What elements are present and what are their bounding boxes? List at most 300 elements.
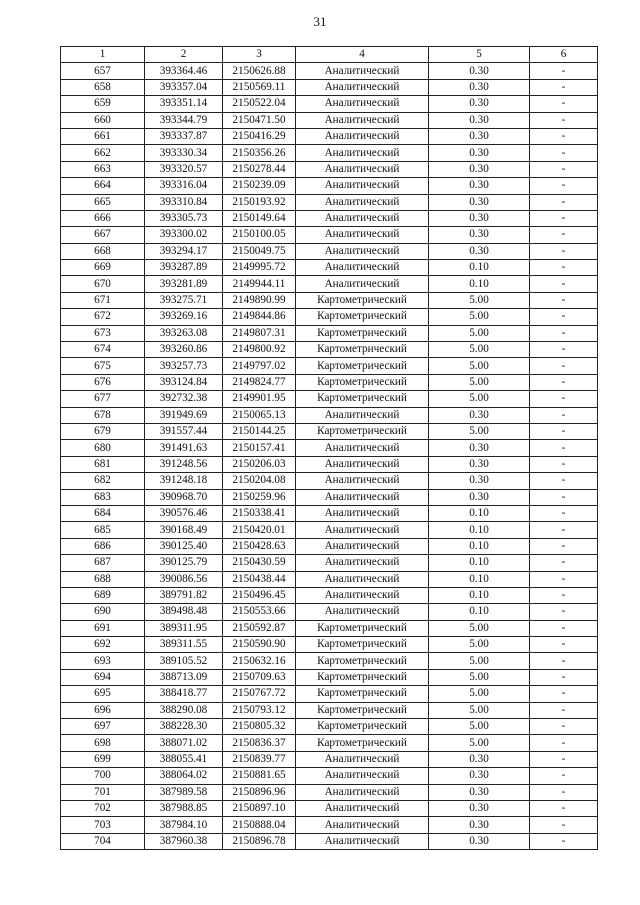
cell-method: Аналитический: [296, 128, 429, 144]
cell-point-number: 685: [61, 522, 145, 538]
cell-point-number: 689: [61, 587, 145, 603]
cell-x-coordinate: 393287.89: [145, 260, 223, 276]
cell-point-number: 704: [61, 833, 145, 849]
cell-method: Аналитический: [296, 538, 429, 554]
cell-point-number: 679: [61, 423, 145, 439]
table-row: [61, 473, 598, 489]
cell-y-coordinate: 2150420.01: [223, 522, 296, 538]
cell-accuracy: 5.00: [429, 653, 530, 669]
table-row: [61, 784, 598, 800]
cell-point-number: 662: [61, 145, 145, 161]
cell-accuracy: 0.30: [429, 800, 530, 816]
cell-point-number: 674: [61, 342, 145, 358]
cell-point-number: 702: [61, 800, 145, 816]
column-header-2: 2: [145, 47, 223, 63]
cell-y-coordinate: 2150338.41: [223, 505, 296, 521]
cell-accuracy: 0.30: [429, 112, 530, 128]
cell-point-number: 667: [61, 227, 145, 243]
cell-point-number: 677: [61, 391, 145, 407]
cell-point-number: 676: [61, 374, 145, 390]
cell-description: -: [530, 260, 598, 276]
cell-point-number: 690: [61, 604, 145, 620]
table-row: [61, 227, 598, 243]
cell-y-coordinate: 2150100.05: [223, 227, 296, 243]
cell-x-coordinate: 389791.82: [145, 587, 223, 603]
table-row: [61, 522, 598, 538]
cell-accuracy: 0.30: [429, 440, 530, 456]
cell-x-coordinate: 390086.56: [145, 571, 223, 587]
cell-accuracy: 0.30: [429, 768, 530, 784]
cell-method: Картометрический: [296, 309, 429, 325]
cell-point-number: 700: [61, 768, 145, 784]
cell-y-coordinate: 2150428.63: [223, 538, 296, 554]
cell-y-coordinate: 2150471.50: [223, 112, 296, 128]
cell-x-coordinate: 390968.70: [145, 489, 223, 505]
cell-y-coordinate: 2150553.66: [223, 604, 296, 620]
cell-accuracy: 0.30: [429, 751, 530, 767]
cell-x-coordinate: 393257.73: [145, 358, 223, 374]
cell-x-coordinate: 393337.87: [145, 128, 223, 144]
cell-description: -: [530, 440, 598, 456]
cell-point-number: 698: [61, 735, 145, 751]
cell-point-number: 693: [61, 653, 145, 669]
cell-accuracy: 5.00: [429, 358, 530, 374]
cell-description: -: [530, 391, 598, 407]
cell-point-number: 675: [61, 358, 145, 374]
cell-accuracy: 0.30: [429, 784, 530, 800]
table-row: [61, 243, 598, 259]
cell-method: Картометрический: [296, 391, 429, 407]
table-row: [61, 440, 598, 456]
cell-y-coordinate: 2149890.99: [223, 292, 296, 308]
cell-y-coordinate: 2150632.16: [223, 653, 296, 669]
cell-point-number: 701: [61, 784, 145, 800]
cell-y-coordinate: 2149901.95: [223, 391, 296, 407]
table-row: [61, 276, 598, 292]
cell-x-coordinate: 393316.04: [145, 178, 223, 194]
table-row: [61, 669, 598, 685]
cell-method: Аналитический: [296, 440, 429, 456]
cell-accuracy: 0.30: [429, 473, 530, 489]
cell-x-coordinate: 387960.38: [145, 833, 223, 849]
table-row: [61, 260, 598, 276]
cell-accuracy: 0.30: [429, 210, 530, 226]
cell-point-number: 703: [61, 817, 145, 833]
cell-y-coordinate: 2150881.65: [223, 768, 296, 784]
table-row: [61, 407, 598, 423]
cell-x-coordinate: 393275.71: [145, 292, 223, 308]
cell-x-coordinate: 393344.79: [145, 112, 223, 128]
cell-accuracy: 5.00: [429, 686, 530, 702]
cell-y-coordinate: 2150496.45: [223, 587, 296, 603]
cell-y-coordinate: 2149807.31: [223, 325, 296, 341]
table-row: [61, 555, 598, 571]
cell-x-coordinate: 388228.30: [145, 719, 223, 735]
cell-method: Аналитический: [296, 768, 429, 784]
cell-description: -: [530, 178, 598, 194]
cell-accuracy: 0.30: [429, 128, 530, 144]
cell-y-coordinate: 2150793.12: [223, 702, 296, 718]
table-header: [61, 47, 598, 63]
table-row: [61, 194, 598, 210]
table-row: [61, 620, 598, 636]
cell-description: -: [530, 96, 598, 112]
cell-point-number: 695: [61, 686, 145, 702]
cell-method: Картометрический: [296, 719, 429, 735]
cell-x-coordinate: 391248.18: [145, 473, 223, 489]
cell-method: Аналитический: [296, 227, 429, 243]
cell-accuracy: 0.10: [429, 505, 530, 521]
cell-accuracy: 0.30: [429, 243, 530, 259]
cell-method: Картометрический: [296, 702, 429, 718]
cell-description: -: [530, 128, 598, 144]
column-header-4: 4: [296, 47, 429, 63]
table-row: [61, 489, 598, 505]
cell-accuracy: 0.10: [429, 587, 530, 603]
cell-description: -: [530, 210, 598, 226]
cell-accuracy: 0.30: [429, 456, 530, 472]
cell-accuracy: 0.10: [429, 538, 530, 554]
cell-method: Аналитический: [296, 784, 429, 800]
cell-method: Аналитический: [296, 522, 429, 538]
cell-y-coordinate: 2150888.04: [223, 817, 296, 833]
cell-accuracy: 0.30: [429, 194, 530, 210]
cell-method: Аналитический: [296, 505, 429, 521]
column-header-6: 6: [530, 47, 598, 63]
cell-point-number: 697: [61, 719, 145, 735]
cell-method: Аналитический: [296, 276, 429, 292]
cell-accuracy: 5.00: [429, 423, 530, 439]
cell-description: -: [530, 342, 598, 358]
cell-accuracy: 0.10: [429, 276, 530, 292]
cell-accuracy: 0.30: [429, 227, 530, 243]
cell-y-coordinate: 2150356.26: [223, 145, 296, 161]
cell-y-coordinate: 2150805.32: [223, 719, 296, 735]
cell-y-coordinate: 2150149.64: [223, 210, 296, 226]
cell-x-coordinate: 390125.79: [145, 555, 223, 571]
cell-method: Аналитический: [296, 817, 429, 833]
cell-accuracy: 5.00: [429, 391, 530, 407]
cell-description: -: [530, 571, 598, 587]
cell-point-number: 682: [61, 473, 145, 489]
cell-y-coordinate: 2150144.25: [223, 423, 296, 439]
cell-accuracy: 5.00: [429, 309, 530, 325]
table-row: [61, 800, 598, 816]
cell-x-coordinate: 391949.69: [145, 407, 223, 423]
table-row: [61, 686, 598, 702]
cell-description: -: [530, 637, 598, 653]
table-row: [61, 702, 598, 718]
cell-y-coordinate: 2150709.63: [223, 669, 296, 685]
table-row: [61, 719, 598, 735]
cell-description: -: [530, 145, 598, 161]
cell-x-coordinate: 389498.48: [145, 604, 223, 620]
cell-point-number: 668: [61, 243, 145, 259]
cell-x-coordinate: 389105.52: [145, 653, 223, 669]
header-row: [61, 47, 598, 63]
cell-x-coordinate: 391557.44: [145, 423, 223, 439]
cell-method: Аналитический: [296, 178, 429, 194]
cell-accuracy: 5.00: [429, 374, 530, 390]
table-row: [61, 817, 598, 833]
cell-y-coordinate: 2150522.04: [223, 96, 296, 112]
cell-accuracy: 5.00: [429, 735, 530, 751]
cell-accuracy: 5.00: [429, 292, 530, 308]
table-row: [61, 833, 598, 849]
cell-description: -: [530, 227, 598, 243]
table-row: [61, 128, 598, 144]
cell-accuracy: 0.10: [429, 571, 530, 587]
cell-point-number: 692: [61, 637, 145, 653]
cell-description: -: [530, 784, 598, 800]
cell-x-coordinate: 393269.16: [145, 309, 223, 325]
cell-point-number: 663: [61, 161, 145, 177]
table-row: [61, 587, 598, 603]
cell-accuracy: 0.30: [429, 79, 530, 95]
table-row: [61, 735, 598, 751]
cell-description: -: [530, 833, 598, 849]
cell-y-coordinate: 2150836.37: [223, 735, 296, 751]
cell-y-coordinate: 2150416.29: [223, 128, 296, 144]
cell-description: -: [530, 325, 598, 341]
cell-description: -: [530, 555, 598, 571]
cell-accuracy: 0.30: [429, 96, 530, 112]
table-row: [61, 637, 598, 653]
cell-description: -: [530, 374, 598, 390]
cell-y-coordinate: 2150569.11: [223, 79, 296, 95]
cell-method: Картометрический: [296, 735, 429, 751]
cell-description: -: [530, 243, 598, 259]
column-header-5: 5: [429, 47, 530, 63]
cell-method: Картометрический: [296, 292, 429, 308]
cell-method: Аналитический: [296, 751, 429, 767]
table-row: [61, 456, 598, 472]
cell-method: Аналитический: [296, 194, 429, 210]
cell-y-coordinate: 2150065.13: [223, 407, 296, 423]
table-row: [61, 391, 598, 407]
cell-point-number: 664: [61, 178, 145, 194]
table-row: [61, 751, 598, 767]
cell-description: -: [530, 79, 598, 95]
table-row: [61, 210, 598, 226]
table-row: [61, 178, 598, 194]
cell-method: Картометрический: [296, 637, 429, 653]
cell-accuracy: 0.30: [429, 161, 530, 177]
cell-x-coordinate: 388064.02: [145, 768, 223, 784]
cell-x-coordinate: 389311.95: [145, 620, 223, 636]
cell-point-number: 696: [61, 702, 145, 718]
cell-method: Картометрический: [296, 620, 429, 636]
cell-x-coordinate: 387988.85: [145, 800, 223, 816]
cell-method: Аналитический: [296, 145, 429, 161]
cell-method: Картометрический: [296, 423, 429, 439]
cell-y-coordinate: 2150592.87: [223, 620, 296, 636]
table-row: [61, 63, 598, 79]
column-header-3: 3: [223, 47, 296, 63]
cell-y-coordinate: 2150896.96: [223, 784, 296, 800]
cell-method: Аналитический: [296, 555, 429, 571]
cell-x-coordinate: 393364.46: [145, 63, 223, 79]
cell-y-coordinate: 2150590.90: [223, 637, 296, 653]
cell-y-coordinate: 2150767.72: [223, 686, 296, 702]
table-row: [61, 653, 598, 669]
cell-description: -: [530, 817, 598, 833]
cell-description: -: [530, 309, 598, 325]
cell-point-number: 678: [61, 407, 145, 423]
cell-description: -: [530, 620, 598, 636]
cell-y-coordinate: 2150157.41: [223, 440, 296, 456]
cell-method: Аналитический: [296, 79, 429, 95]
cell-description: -: [530, 358, 598, 374]
cell-x-coordinate: 393305.73: [145, 210, 223, 226]
cell-accuracy: 5.00: [429, 620, 530, 636]
table-row: [61, 423, 598, 439]
cell-x-coordinate: 388055.41: [145, 751, 223, 767]
table-row: [61, 571, 598, 587]
cell-point-number: 686: [61, 538, 145, 554]
cell-method: Аналитический: [296, 243, 429, 259]
cell-method: Аналитический: [296, 161, 429, 177]
table-row: [61, 145, 598, 161]
cell-description: -: [530, 604, 598, 620]
cell-point-number: 672: [61, 309, 145, 325]
cell-point-number: 660: [61, 112, 145, 128]
cell-y-coordinate: 2150430.59: [223, 555, 296, 571]
cell-accuracy: 5.00: [429, 342, 530, 358]
cell-accuracy: 0.30: [429, 63, 530, 79]
cell-method: Аналитический: [296, 571, 429, 587]
cell-point-number: 665: [61, 194, 145, 210]
table-row: [61, 342, 598, 358]
cell-description: -: [530, 161, 598, 177]
cell-method: Картометрический: [296, 669, 429, 685]
cell-y-coordinate: 2150896.78: [223, 833, 296, 849]
cell-point-number: 657: [61, 63, 145, 79]
cell-accuracy: 0.30: [429, 178, 530, 194]
cell-point-number: 661: [61, 128, 145, 144]
cell-point-number: 670: [61, 276, 145, 292]
cell-description: -: [530, 522, 598, 538]
table-row: [61, 538, 598, 554]
table-row: [61, 325, 598, 341]
cell-description: -: [530, 669, 598, 685]
cell-x-coordinate: 388418.77: [145, 686, 223, 702]
cell-method: Аналитический: [296, 604, 429, 620]
cell-point-number: 659: [61, 96, 145, 112]
cell-point-number: 666: [61, 210, 145, 226]
cell-x-coordinate: 393294.17: [145, 243, 223, 259]
cell-point-number: 669: [61, 260, 145, 276]
cell-accuracy: 0.10: [429, 522, 530, 538]
cell-method: Аналитический: [296, 260, 429, 276]
cell-description: -: [530, 292, 598, 308]
cell-y-coordinate: 2150626.88: [223, 63, 296, 79]
table-row: [61, 505, 598, 521]
cell-y-coordinate: 2149944.11: [223, 276, 296, 292]
cell-x-coordinate: 393351.14: [145, 96, 223, 112]
cell-accuracy: 5.00: [429, 669, 530, 685]
cell-y-coordinate: 2150897.10: [223, 800, 296, 816]
cell-description: -: [530, 735, 598, 751]
cell-method: Аналитический: [296, 473, 429, 489]
cell-description: -: [530, 719, 598, 735]
table-row: [61, 374, 598, 390]
cell-x-coordinate: 387984.10: [145, 817, 223, 833]
cell-y-coordinate: 2149824.77: [223, 374, 296, 390]
cell-x-coordinate: 388290.08: [145, 702, 223, 718]
cell-y-coordinate: 2150193.92: [223, 194, 296, 210]
cell-x-coordinate: 393357.04: [145, 79, 223, 95]
cell-description: -: [530, 276, 598, 292]
cell-point-number: 684: [61, 505, 145, 521]
cell-x-coordinate: 388071.02: [145, 735, 223, 751]
cell-description: -: [530, 702, 598, 718]
cell-point-number: 691: [61, 620, 145, 636]
table-row: [61, 768, 598, 784]
cell-x-coordinate: 393320.57: [145, 161, 223, 177]
cell-x-coordinate: 393281.89: [145, 276, 223, 292]
cell-description: -: [530, 194, 598, 210]
cell-y-coordinate: 2150839.77: [223, 751, 296, 767]
cell-accuracy: 0.30: [429, 833, 530, 849]
cell-method: Картометрический: [296, 358, 429, 374]
table-row: [61, 161, 598, 177]
cell-y-coordinate: 2150206.03: [223, 456, 296, 472]
cell-y-coordinate: 2150049.75: [223, 243, 296, 259]
cell-y-coordinate: 2150204.08: [223, 473, 296, 489]
cell-method: Картометрический: [296, 374, 429, 390]
cell-x-coordinate: 390576.46: [145, 505, 223, 521]
table-row: [61, 604, 598, 620]
coordinates-table: [60, 46, 598, 850]
cell-accuracy: 5.00: [429, 637, 530, 653]
cell-accuracy: 5.00: [429, 702, 530, 718]
cell-point-number: 680: [61, 440, 145, 456]
cell-description: -: [530, 751, 598, 767]
cell-description: -: [530, 456, 598, 472]
cell-description: -: [530, 587, 598, 603]
cell-y-coordinate: 2150438.44: [223, 571, 296, 587]
cell-method: Аналитический: [296, 210, 429, 226]
table-body: [61, 63, 598, 850]
cell-y-coordinate: 2149844.86: [223, 309, 296, 325]
cell-method: Аналитический: [296, 407, 429, 423]
cell-method: Аналитический: [296, 96, 429, 112]
table-row: [61, 309, 598, 325]
cell-x-coordinate: 393263.08: [145, 325, 223, 341]
cell-y-coordinate: 2149800.92: [223, 342, 296, 358]
cell-point-number: 658: [61, 79, 145, 95]
cell-x-coordinate: 391491.63: [145, 440, 223, 456]
cell-y-coordinate: 2149797.02: [223, 358, 296, 374]
cell-description: -: [530, 653, 598, 669]
cell-description: -: [530, 423, 598, 439]
cell-method: Аналитический: [296, 800, 429, 816]
cell-y-coordinate: 2150259.96: [223, 489, 296, 505]
table-row: [61, 79, 598, 95]
cell-accuracy: 0.10: [429, 555, 530, 571]
cell-description: -: [530, 538, 598, 554]
cell-method: Аналитический: [296, 112, 429, 128]
cell-description: -: [530, 112, 598, 128]
cell-y-coordinate: 2149995.72: [223, 260, 296, 276]
cell-accuracy: 0.10: [429, 260, 530, 276]
cell-x-coordinate: 390168.49: [145, 522, 223, 538]
cell-x-coordinate: 388713.09: [145, 669, 223, 685]
cell-description: -: [530, 489, 598, 505]
cell-description: -: [530, 473, 598, 489]
cell-accuracy: 0.30: [429, 407, 530, 423]
